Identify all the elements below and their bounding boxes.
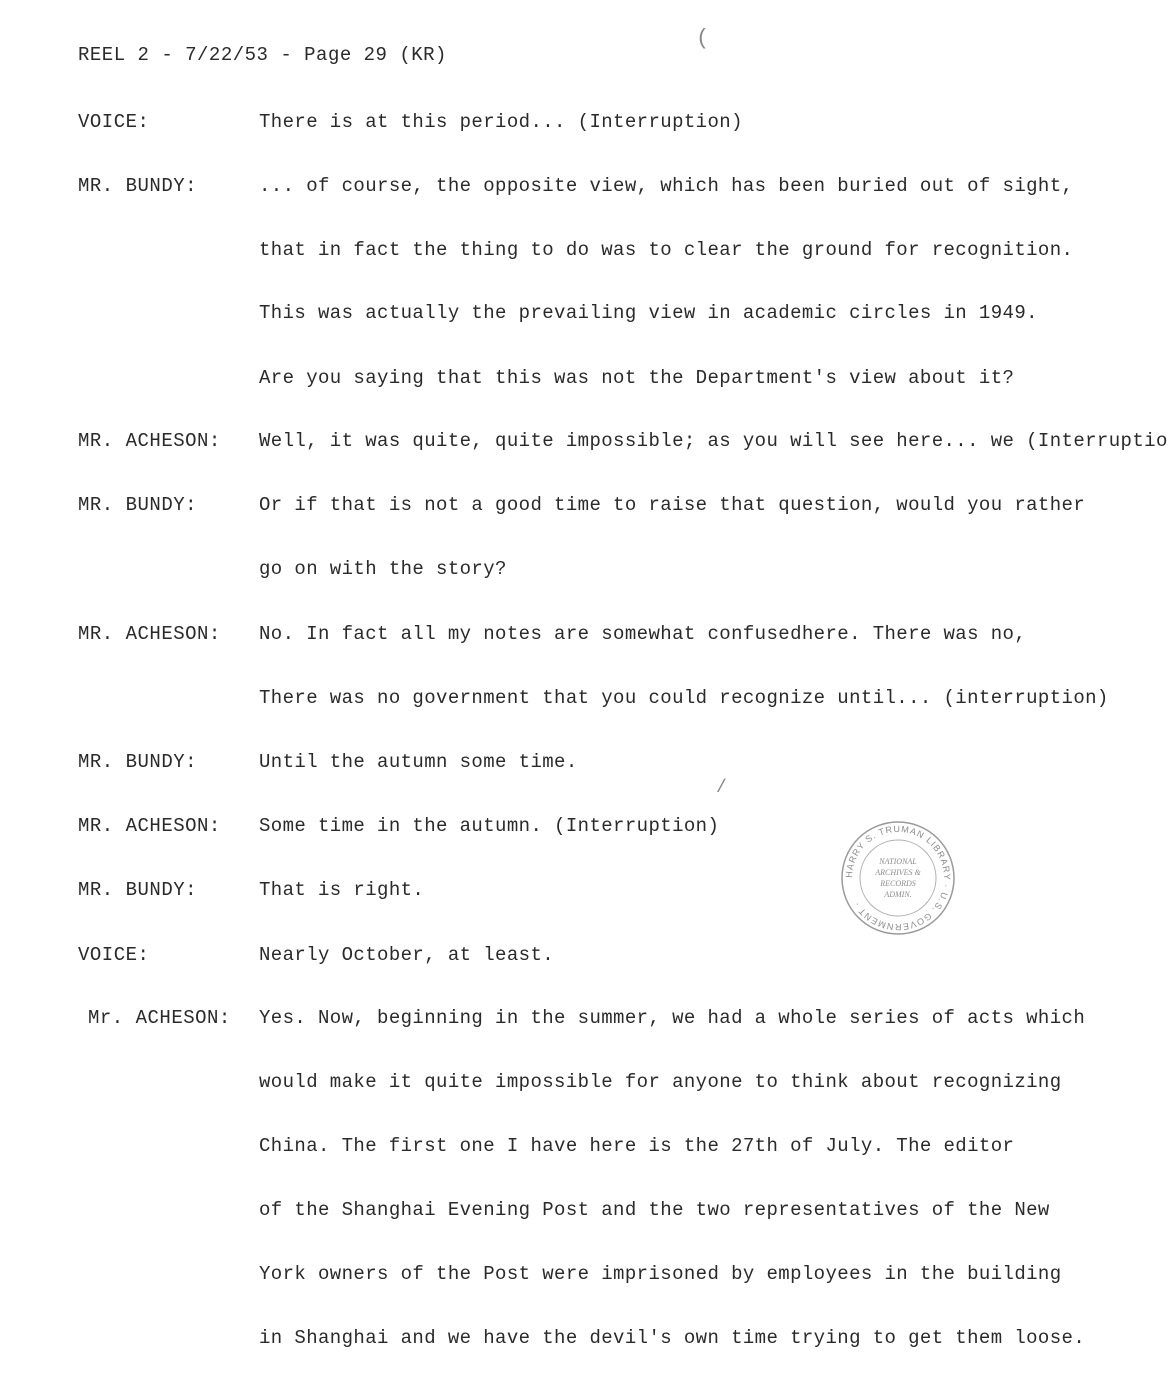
line-text: that in fact the thing to do was to clear the ground for recognition. — [259, 239, 1074, 261]
line-text: China. The first one I have here is the 27th of July. The editor — [259, 1135, 1015, 1157]
pencil-mark: ( — [696, 26, 710, 51]
stamp-ring-text: HARRY S. TRUMAN LIBRARY · U.S. GOVERNMENT · — [843, 823, 953, 933]
line-text: Some time in the autumn. (Interruption) — [259, 815, 720, 837]
line-text: go on with the story? — [259, 558, 507, 580]
line-text: There is at this period... (Interruption) — [259, 111, 743, 133]
stamp-center-line: RECORDS — [880, 879, 916, 888]
speaker-label: MR. BUNDY: — [78, 879, 198, 901]
line-text: of the Shanghai Evening Post and the two representatives of the New — [259, 1199, 1050, 1221]
line-text: That is right. — [259, 879, 425, 901]
pencil-mark: / — [716, 778, 727, 798]
stamp-center-line: ADMIN. — [884, 890, 912, 899]
speaker-label: MR. BUNDY: — [78, 175, 198, 197]
line-text: in Shanghai and we have the devil's own time trying to get them loose. — [259, 1327, 1086, 1349]
line-text: This was actually the prevailing view in academic circles in 1949. — [259, 302, 1038, 324]
line-text: No. In fact all my notes are somewhat confusedhere. There was no, — [259, 623, 1027, 645]
line-text: ... of course, the opposite view, which has been buried out of sight, — [259, 175, 1074, 197]
speaker-label: MR. ACHESON: — [78, 815, 221, 837]
page-header: REEL 2 - 7/22/53 - Page 29 (KR) — [78, 44, 447, 66]
line-text: Until the autumn some time. — [259, 751, 578, 773]
line-text: would make it quite impossible for anyone to think about recognizing — [259, 1071, 1062, 1093]
speaker-label: VOICE: — [78, 944, 150, 966]
line-text: Yes. Now, beginning in the summer, we had a whole series of acts which — [259, 1007, 1086, 1029]
speaker-label: VOICE: — [78, 111, 150, 133]
speaker-label: MR. ACHESON: — [78, 623, 221, 645]
stamp-center-line: NATIONAL — [879, 857, 917, 866]
speaker-label: MR. BUNDY: — [78, 494, 198, 516]
stamp-seal-icon — [838, 818, 958, 938]
speaker-label: MR. BUNDY: — [78, 751, 198, 773]
stamp-center-line: ARCHIVES & — [875, 868, 921, 877]
speaker-label: MR. ACHESON: — [78, 430, 221, 452]
archive-stamp — [838, 818, 958, 938]
line-text: There was no government that you could recognize until... (interruption) — [259, 687, 1109, 709]
line-text: Well, it was quite, quite impossible; as you will see here... we (Interruptio — [259, 430, 1168, 452]
line-text: Nearly October, at least. — [259, 944, 555, 966]
line-text: Or if that is not a good time to raise that question, would you rather — [259, 494, 1086, 516]
speaker-label: Mr. ACHESON: — [88, 1007, 231, 1029]
line-text: Are you saying that this was not the Department's view about it? — [259, 367, 1015, 389]
line-text: York owners of the Post were imprisoned by employees in the building — [259, 1263, 1062, 1285]
